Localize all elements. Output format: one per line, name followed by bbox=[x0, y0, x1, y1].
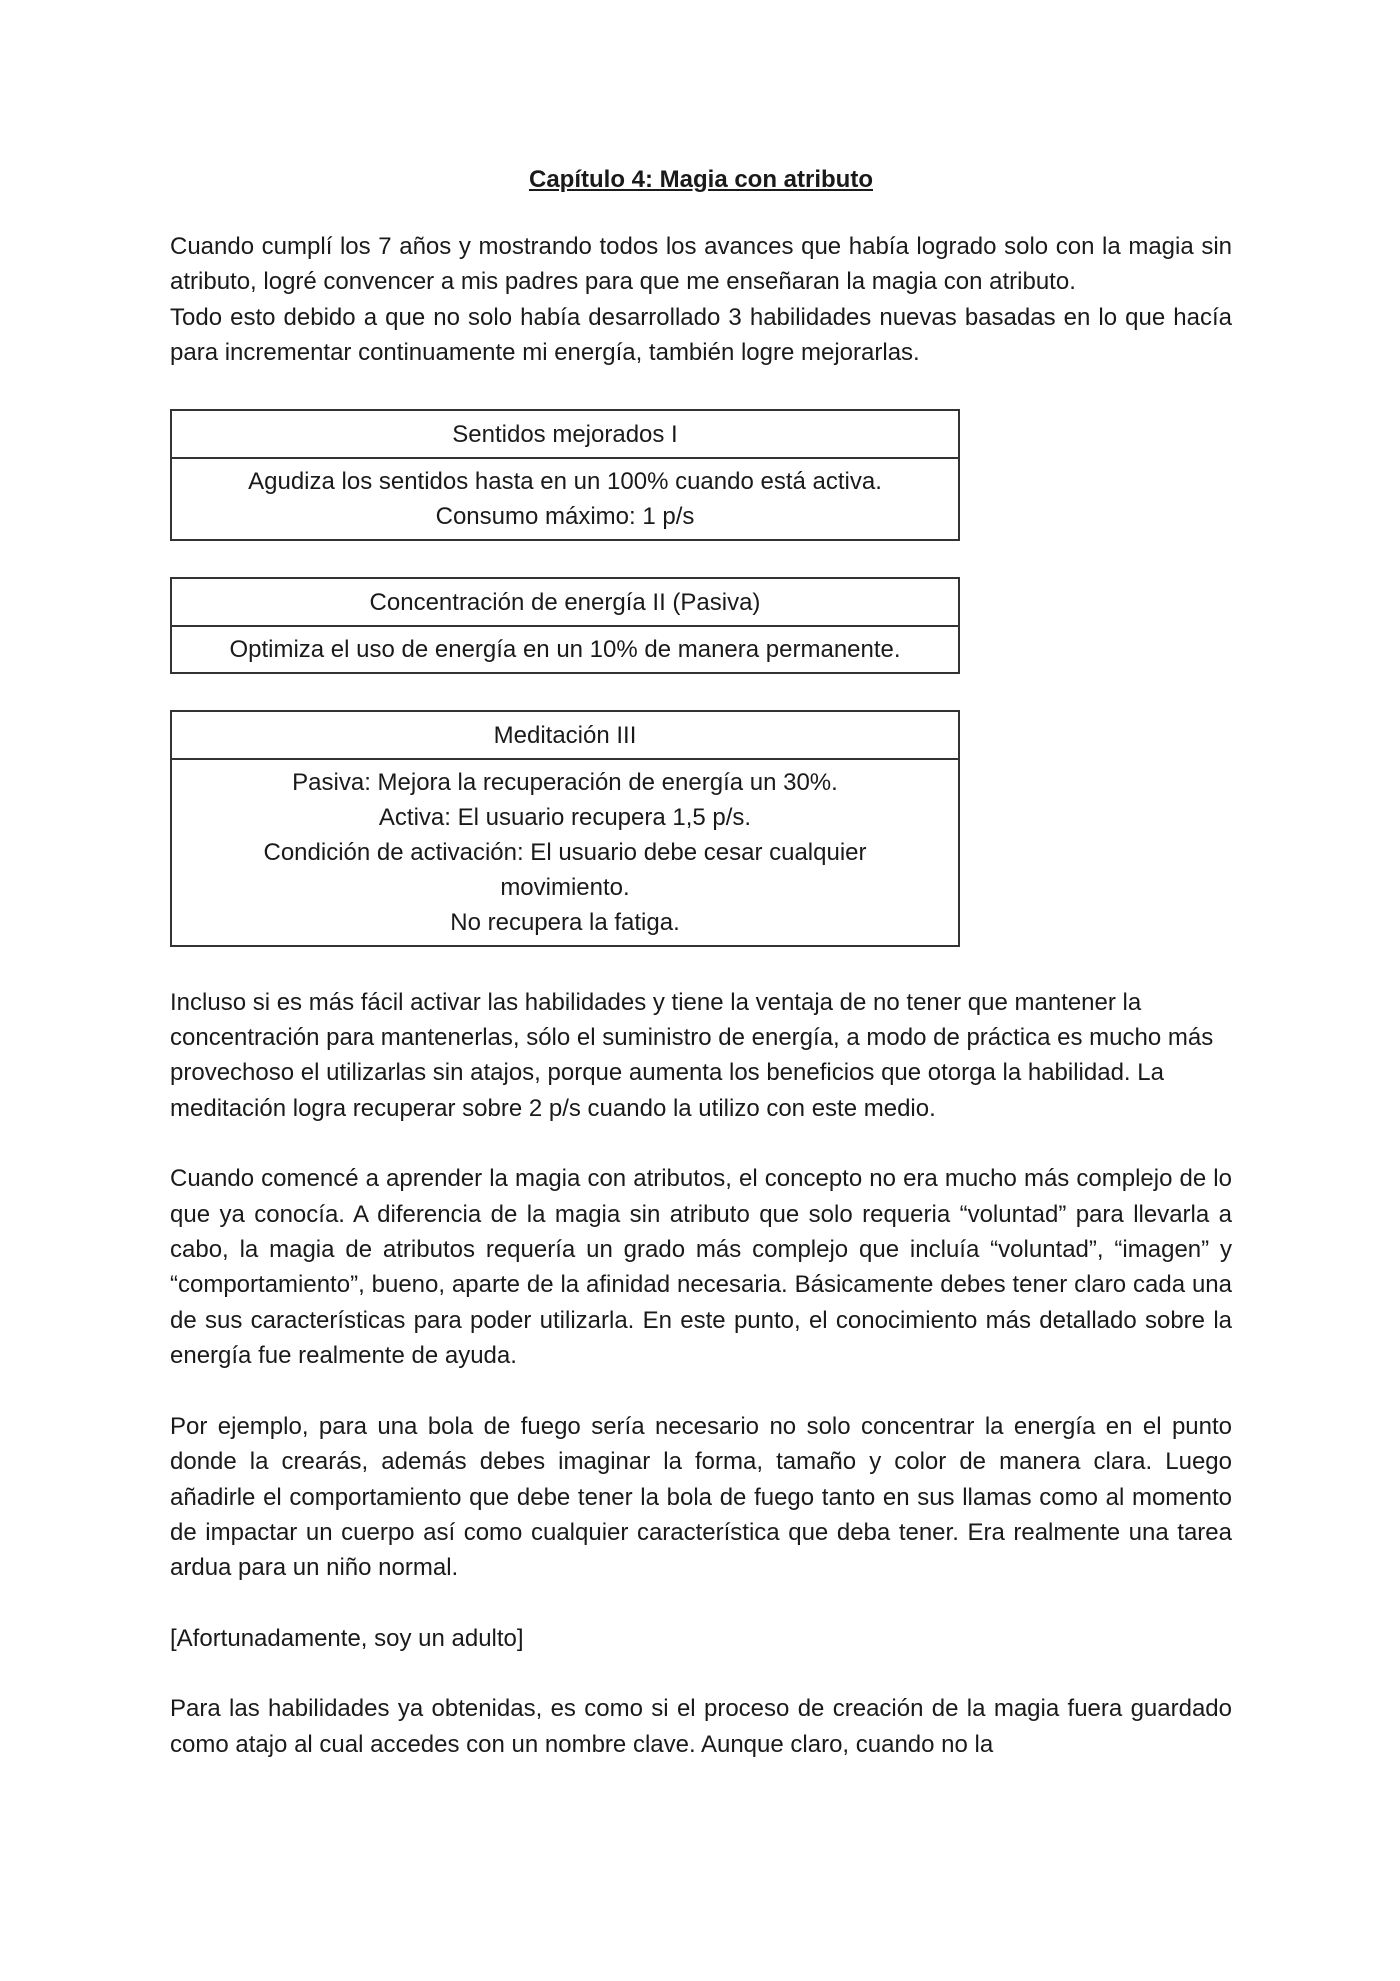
skill-description bbox=[172, 760, 958, 945]
paragraph-6: [Afortunadamente, soy un adulto] bbox=[170, 1624, 524, 1652]
skill-line: movimiento. bbox=[500, 873, 630, 901]
skill-line: Activa: El usuario recupera 1,5 p/s. bbox=[378, 803, 752, 831]
paragraph-7: Para las habilidades ya obtenidas, es como si el proceso de creación de la magia fuera guardado como atajo al cual accedes con un nombre clave. Aunque claro, cuando no la bbox=[170, 1695, 1232, 1758]
document-page bbox=[170, 162, 1232, 1762]
skill-line: Consumo máximo: 1 p/s bbox=[435, 502, 695, 530]
skill-name: Meditación III bbox=[172, 712, 958, 760]
paragraph-4: Cuando comencé a aprender la magia con atributos, el concepto no era mucho más complejo de lo que ya conocía. A diferencia de la magia sin atributo que solo requeria “voluntad” para llevarla a cabo, la magia de atributos requería un grado más complejo que incluía “voluntad”, “imagen” y “comportamiento”, bueno, aparte de la afinidad necesaria. Básicamente debes tener claro cada una de sus características para poder utilizarla. En este punto, el conocimiento más detallado sobre la energía fue realmente de ayuda. bbox=[170, 1165, 1232, 1370]
skill-box-concentracion bbox=[170, 577, 960, 674]
skill-line: Agudiza los sentidos hasta en un 100% cuando está activa. bbox=[248, 467, 882, 495]
paragraph-intro-2: Todo esto debido a que no solo había desarrollado 3 habilidades nuevas basadas en lo que hacía para incrementar continuamente mi energía, también logre mejorarlas. bbox=[170, 303, 1232, 367]
skill-description bbox=[172, 459, 958, 539]
skill-box-meditacion bbox=[170, 710, 960, 947]
skill-description bbox=[172, 627, 958, 672]
skill-name: Sentidos mejorados I bbox=[172, 411, 958, 459]
skill-line: No recupera la fatiga. bbox=[450, 908, 680, 936]
skill-line: Optimiza el uso de energía en un 10% de manera permanente. bbox=[229, 635, 901, 663]
skill-name: Concentración de energía II (Pasiva) bbox=[172, 579, 958, 627]
skill-line: Pasiva: Mejora la recuperación de energía un 30%. bbox=[292, 768, 838, 796]
skill-box-sentidos bbox=[170, 409, 960, 541]
paragraph-intro-1: Cuando cumplí los 7 años y mostrando todos los avances que había logrado solo con la magia sin atributo, logré convencer a mis padres para que me enseñaran la magia con atributo. bbox=[170, 233, 1232, 296]
skill-line: Condición de activación: El usuario debe cesar cualquier bbox=[263, 838, 867, 866]
chapter-title: Capítulo 4: Magia con atributo bbox=[528, 166, 873, 193]
paragraph-5: Por ejemplo, para una bola de fuego sería necesario no solo concentrar la energía en el punto donde la crearás, además debes imaginar la forma, tamaño y color de manera clara. Luego añadirle el comportamiento que debe tener la bola de fuego tanto en sus llamas como al momento de impactar un cuerpo así como cualquier característica que deba tener. Era realmente una tarea ardua para un niño normal. bbox=[170, 1412, 1232, 1582]
paragraph-3: Incluso si es más fácil activar las habilidades y tiene la ventaja de no tener que mantener la concentración para mantenerlas, sólo el suministro de energía, a modo de práctica es mucho más provechoso el utilizarlas sin atajos, porque aumenta los beneficios que otorga la habilidad. La meditación logra recuperar sobre 2 p/s cuando la utilizo con este medio. bbox=[170, 988, 1214, 1122]
